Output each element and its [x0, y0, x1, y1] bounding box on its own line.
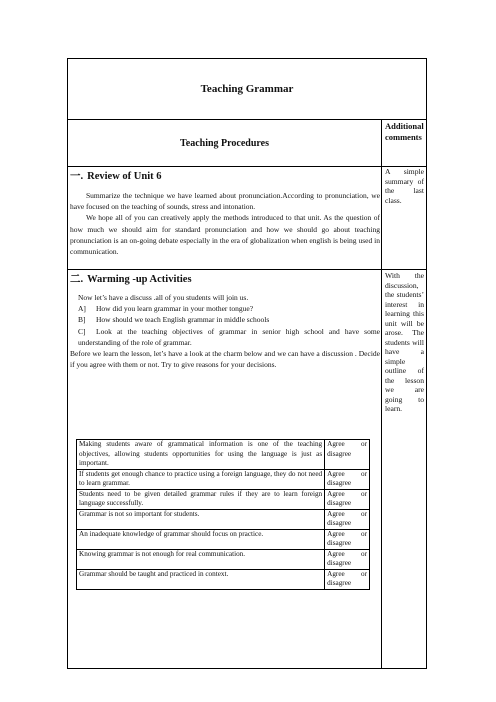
table-row [77, 469, 370, 489]
answer-cell: Agree or disagree [325, 569, 370, 589]
section-number: 一. [70, 171, 84, 182]
additional-comments-header: Additional comments [385, 121, 424, 142]
list-item [70, 314, 380, 325]
paragraph: We hope all of you can creatively apply the methods introduced to that unit. As the question of how much we should aim for standard pronunciation and how we should go about teaching pronunciation is an on-going debate especially in the era of globalization when english is being used in communication. [70, 213, 380, 257]
table-row [77, 509, 370, 529]
section-heading [70, 271, 380, 286]
list-item [70, 303, 380, 314]
comment-review: A simple summary of the last class. [385, 167, 424, 205]
answer-cell: Agree or disagree [325, 509, 370, 529]
statement-cell: Students need to be given detailed grammar rules if they are to learn foreign language successfully. [77, 489, 325, 509]
statement-cell: Grammar is not so important for students. [77, 509, 325, 529]
statement-cell: Making students aware of grammatical information is one of the teaching objectives, allowing students opportunities for using the language is just as important. [77, 440, 325, 470]
table-row [77, 529, 370, 549]
list-text: How should we teach English grammar in middle schools [96, 315, 270, 325]
section-review [70, 168, 380, 257]
section-number: 二. [70, 274, 84, 285]
answer-cell: Agree or disagree [325, 549, 370, 569]
list-label: B] [78, 315, 86, 325]
section-title: Warming -up Activities [87, 274, 192, 285]
list-text: Look at the teaching objectives of grammar in senior high school and have some understanding of the role of grammar. [78, 326, 380, 347]
answer-cell: Agree or disagree [325, 489, 370, 509]
section-title: Review of Unit 6 [87, 171, 162, 182]
statement-cell: Grammar should be taught and practiced in context. [77, 569, 325, 589]
table-row [77, 489, 370, 509]
row-divider [67, 166, 427, 167]
section-heading [70, 168, 380, 183]
list-item [70, 326, 380, 348]
row-divider [67, 269, 427, 270]
table-row [77, 569, 370, 589]
section-warmup [70, 271, 380, 370]
answer-cell: Agree or disagree [325, 469, 370, 489]
outro-text: Before we learn the lesson, let’s have a look at the charm below and we can have a discussion . Decide if you agree with them or not. Try to give reasons for your decisions. [70, 349, 380, 370]
teaching-procedures-header: Teaching Procedures [180, 137, 269, 149]
list-label: C] [78, 326, 86, 336]
comment-warmup: With the discussion, the students’ interest in learning this unit will be arose. The students will have a simple outline of the lesson we are going to learn. [385, 271, 424, 413]
paragraph: Summarize the technique we have learned about pronunciation.According to pronunciation, we have focused on the teaching of sounds, stress and intonation. [70, 191, 380, 212]
intro-text: Now let’s have a discuss .all of you students will join us. [78, 293, 249, 302]
statements-table [76, 439, 370, 590]
list-label: A] [78, 304, 86, 314]
table-border-bottom [67, 668, 427, 669]
statement-cell: If students get enough chance to practice using a foreign language, they do not need to learn grammar. [77, 469, 325, 489]
statement-cell: Knowing grammar is not enough for real communication. [77, 549, 325, 569]
statement-cell: An inadequate knowledge of grammar should focus on practice. [77, 529, 325, 549]
table-row [77, 440, 370, 470]
answer-cell: Agree or disagree [325, 529, 370, 549]
answer-cell: Agree or disagree [325, 440, 370, 470]
column-divider [381, 119, 382, 669]
table-row [77, 549, 370, 569]
document-title: Teaching Grammar [200, 83, 294, 95]
table-border-right [426, 58, 427, 669]
list-text: How did you learn grammar in your mother tongue? [96, 304, 254, 314]
